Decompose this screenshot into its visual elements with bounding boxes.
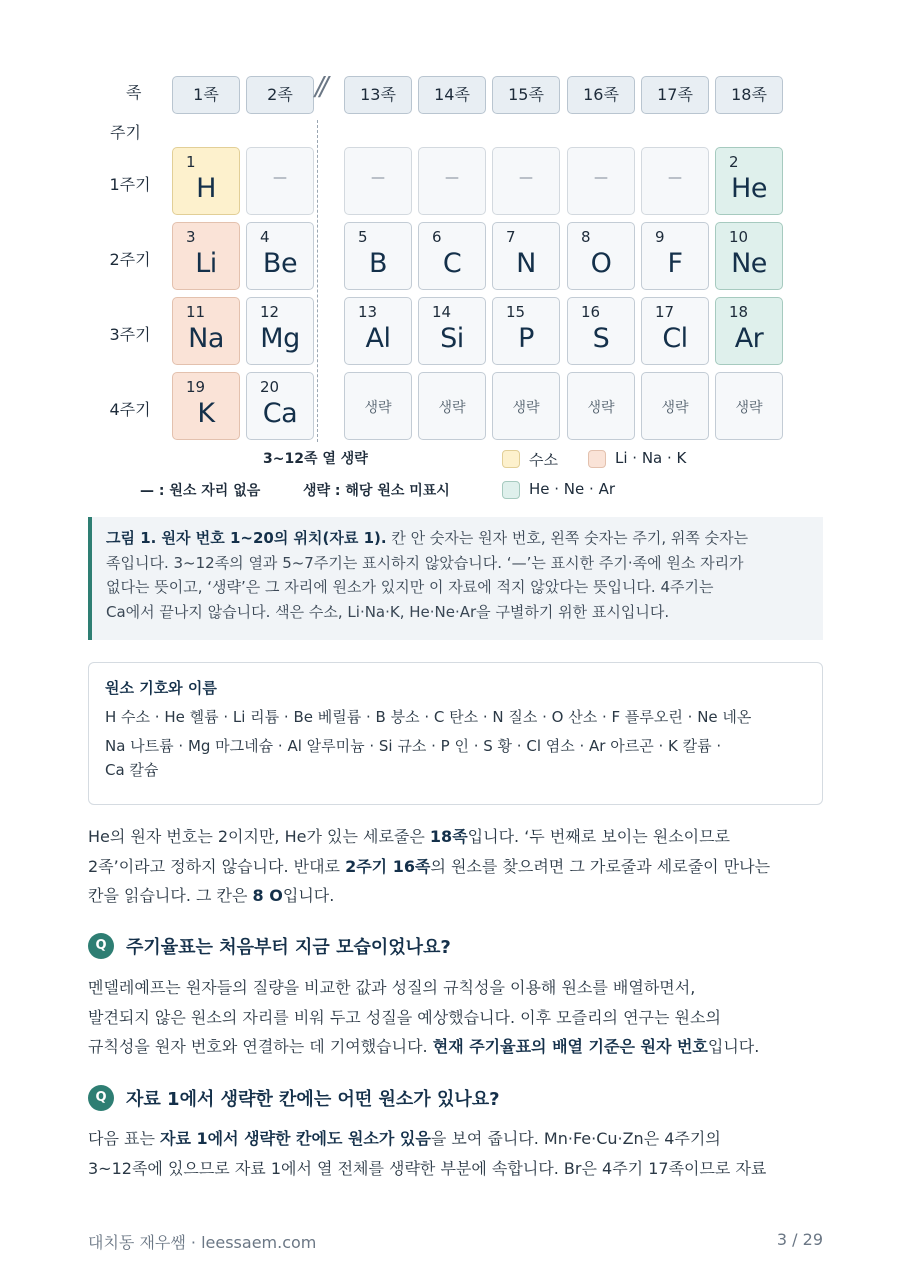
group-header-18: 18족 xyxy=(715,76,783,114)
element-symbol: He xyxy=(731,173,767,204)
element-symbol: Na xyxy=(188,323,224,354)
element-symbol: H xyxy=(196,173,216,204)
text: 입니다. ‘두 번째로 보이는 원소이므로 xyxy=(467,827,731,846)
omitted-label: 생략 xyxy=(587,400,615,416)
element-symbol: Mg xyxy=(260,323,300,354)
caption-text: 칸 안 숫자는 원자 번호, 왼쪽 숫자는 주기, 위쪽 숫자는 xyxy=(386,529,749,547)
atomic-number: 10 xyxy=(729,228,749,246)
question-heading xyxy=(88,1083,500,1113)
atomic-number: 18 xyxy=(729,303,749,321)
omitted-columns-note: 3~12족 열 생략 xyxy=(263,451,368,467)
text: 2족’이라고 정하지 않습니다. 반대로 xyxy=(88,856,346,876)
period-axis-label: 주기 xyxy=(110,123,141,142)
period-label-4: 4주기 xyxy=(109,400,151,419)
atomic-number: 20 xyxy=(260,378,280,396)
element-cell-He xyxy=(715,147,783,215)
element-names-line: Na 나트륨 · Mg 마그네슘 · Al 알루미늄 · Si 규소 · P 인 · S 황 · Cl 염소 · Ar 아르곤 · K 칼륨 · xyxy=(105,737,722,755)
text: 다음 표는 xyxy=(88,1129,160,1148)
periodic-table-figure xyxy=(0,0,909,510)
element-cell-S xyxy=(567,297,635,365)
element-cell-Ar xyxy=(715,297,783,365)
group-header-13: 13족 xyxy=(344,76,412,114)
atomic-number: 19 xyxy=(186,378,206,396)
figure-caption xyxy=(88,517,823,640)
element-cell-Cl xyxy=(641,297,709,365)
question-title: 자료 1에서 생략한 칸에는 어떤 원소가 있나요? xyxy=(126,1089,500,1110)
element-cell-Na xyxy=(172,297,240,365)
atomic-number: 4 xyxy=(260,228,270,246)
text: 입니다. xyxy=(707,1037,760,1056)
atomic-number: 7 xyxy=(506,228,516,246)
element-cell-Ca xyxy=(246,372,314,440)
element-cell-O xyxy=(567,222,635,290)
element-symbol: P xyxy=(518,323,534,354)
text: 규칙성을 원자 번호와 연결하는 데 기여했습니다. xyxy=(88,1037,433,1056)
emphasis: 자료 1에서 생략한 칸에도 원소가 있음 xyxy=(160,1129,431,1148)
omitted-label: 생략 xyxy=(512,400,540,416)
period-label-3: 3주기 xyxy=(109,325,151,344)
atomic-number: 1 xyxy=(186,153,196,171)
group-header-16: 16족 xyxy=(567,76,635,114)
no-element-dash: — xyxy=(668,170,682,186)
text: 칸을 읽습니다. 그 칸은 xyxy=(88,886,253,905)
empty-cell xyxy=(418,147,486,215)
emphasis: 8 O xyxy=(252,886,283,905)
element-names-title: 원소 기호와 이름 xyxy=(105,679,217,697)
element-cell-Be xyxy=(246,222,314,290)
omitted-label: 생략 xyxy=(438,400,466,416)
element-names-box xyxy=(88,662,823,805)
emphasis: 2주기 16족 xyxy=(345,856,431,876)
element-cell-Li xyxy=(172,222,240,290)
no-element-dash: — xyxy=(594,170,608,186)
element-cell-Al xyxy=(344,297,412,365)
text: 의 원소를 찾으려면 그 가로줄과 세로줄이 만나는 xyxy=(430,856,771,876)
atomic-number: 13 xyxy=(358,303,378,321)
omitted-cell xyxy=(492,372,560,440)
text: He의 원자 번호는 2이지만, He가 있는 세로줄은 xyxy=(88,827,430,846)
element-cell-P xyxy=(492,297,560,365)
omitted-label: 생략 xyxy=(661,400,689,416)
atomic-number: 11 xyxy=(186,303,206,321)
text: 멘델레예프는 원자들의 질량을 비교한 값과 성질의 규칙성을 이용해 원소를 배열하면서, xyxy=(88,978,696,997)
empty-cell xyxy=(492,147,560,215)
atomic-number: 12 xyxy=(260,303,280,321)
atomic-number: 8 xyxy=(581,228,591,246)
caption-text: Ca에서 끝나지 않습니다. 색은 수소, Li·Na·K, He·Ne·Ar을 구별하기 위한 표시입니다. xyxy=(106,602,670,621)
empty-cell xyxy=(246,147,314,215)
legend-label-hydrogen: 수소 xyxy=(529,451,558,469)
answer-paragraph xyxy=(88,1124,833,1183)
legend-swatch-noble-gas xyxy=(502,481,520,499)
element-cell-B xyxy=(344,222,412,290)
body-paragraph xyxy=(88,822,833,911)
text: 입니다. xyxy=(282,886,335,905)
element-names-line: Ca 칼슘 xyxy=(105,761,159,779)
no-element-dash: — xyxy=(519,170,533,186)
question-title: 주기율표는 처음부터 지금 모습이었나요? xyxy=(126,937,451,958)
atomic-number: 16 xyxy=(581,303,601,321)
element-symbol: N xyxy=(516,248,536,279)
q-badge-icon: Q xyxy=(88,1085,114,1111)
group-header-17: 17족 xyxy=(641,76,709,114)
element-symbol: C xyxy=(442,248,462,279)
no-element-dash: — xyxy=(371,170,385,186)
element-symbol: Si xyxy=(440,323,464,354)
element-symbol: Ar xyxy=(734,323,764,354)
group-header-2: 2족 xyxy=(246,76,314,114)
legend-swatch-hydrogen xyxy=(502,450,520,468)
emphasis: 현재 주기율표의 배열 기준은 원자 번호 xyxy=(432,1037,708,1056)
element-symbol: F xyxy=(667,248,683,279)
element-symbol: Ca xyxy=(262,398,298,429)
element-symbol: Ne xyxy=(731,248,767,279)
element-cell-Mg xyxy=(246,297,314,365)
omitted-cell xyxy=(418,372,486,440)
empty-cell xyxy=(567,147,635,215)
atomic-number: 2 xyxy=(729,153,739,171)
omitted-cell xyxy=(715,372,783,440)
group-axis-label: 족 xyxy=(126,83,142,102)
atomic-number: 6 xyxy=(432,228,442,246)
element-cell-N xyxy=(492,222,560,290)
element-cell-K xyxy=(172,372,240,440)
element-symbol: Li xyxy=(195,248,217,279)
empty-cell xyxy=(641,147,709,215)
element-symbol: Cl xyxy=(662,323,688,354)
element-symbol: S xyxy=(592,323,610,354)
group-header-14: 14족 xyxy=(418,76,486,114)
omitted-legend-note: 생략 : 해당 원소 미표시 xyxy=(303,483,450,499)
omitted-label: 생략 xyxy=(735,400,763,416)
empty-cell xyxy=(344,147,412,215)
atomic-number: 3 xyxy=(186,228,196,246)
text: 을 보여 줍니다. Mn·Fe·Cu·Zn은 4주기의 xyxy=(430,1129,721,1148)
page-number: 3 / 29 xyxy=(776,1230,823,1249)
element-symbol: Al xyxy=(365,323,391,354)
element-symbol: O xyxy=(590,248,612,279)
caption-text: 족입니다. 3~12족의 열과 5~7주기는 표시하지 않았습니다. ‘—’는 표시한 주기·족에 원소 자리가 xyxy=(106,553,744,572)
element-symbol: K xyxy=(197,398,215,429)
period-label-1: 1주기 xyxy=(109,175,151,194)
legend-label-alkali: Li · Na · K xyxy=(615,449,687,467)
element-cell-H xyxy=(172,147,240,215)
question-heading xyxy=(88,931,451,961)
q-badge-icon: Q xyxy=(88,933,114,959)
atomic-number: 5 xyxy=(358,228,368,246)
omitted-cell xyxy=(567,372,635,440)
no-element-dash: — xyxy=(273,170,287,186)
caption-lead: 그림 1. 원자 번호 1~20의 위치(자료 1). xyxy=(106,529,387,547)
text: 발견되지 않은 원소의 자리를 비워 두고 성질을 예상했습니다. 이후 모즐리의 연구는 원소의 xyxy=(88,1007,721,1027)
period-label-2: 2주기 xyxy=(109,250,151,269)
group-header-15: 15족 xyxy=(492,76,560,114)
omitted-cell xyxy=(344,372,412,440)
group-header-1: 1족 xyxy=(172,76,240,114)
element-names-line: H 수소 · He 헬륨 · Li 리튬 · Be 베릴륨 · B 붕소 · C 탄소 · N 질소 · O 산소 · F 플루오린 · Ne 네온 xyxy=(105,708,752,726)
emphasis: 18족 xyxy=(429,827,468,846)
element-symbol: B xyxy=(368,248,388,279)
column-break-mark: // xyxy=(315,72,325,102)
text: 3~12족에 있으므로 자료 1에서 열 전체를 생략한 부분에 속합니다. Br은 4주기 17족이므로 자료 xyxy=(88,1158,767,1178)
omitted-label: 생략 xyxy=(364,400,392,416)
element-cell-F xyxy=(641,222,709,290)
caption-text: 없다는 뜻이고, ‘생략’은 그 자리에 원소가 있지만 이 자료에 적지 않았다는 뜻입니다. 4주기는 xyxy=(106,578,714,596)
no-element-dash: — xyxy=(445,170,459,186)
atomic-number: 17 xyxy=(655,303,675,321)
element-cell-Si xyxy=(418,297,486,365)
answer-paragraph xyxy=(88,973,833,1062)
omitted-columns-divider xyxy=(317,120,318,442)
atomic-number: 15 xyxy=(506,303,526,321)
atomic-number: 14 xyxy=(432,303,452,321)
footer-site: 대치동 재우쌤 · leessaem.com xyxy=(88,1233,317,1252)
element-cell-C xyxy=(418,222,486,290)
element-symbol: Be xyxy=(262,248,298,279)
atomic-number: 9 xyxy=(655,228,665,246)
omitted-cell xyxy=(641,372,709,440)
dash-legend-note: — : 원소 자리 없음 xyxy=(140,483,261,499)
legend-swatch-alkali xyxy=(588,450,606,468)
legend-label-noble-gas: He · Ne · Ar xyxy=(529,480,615,498)
element-cell-Ne xyxy=(715,222,783,290)
